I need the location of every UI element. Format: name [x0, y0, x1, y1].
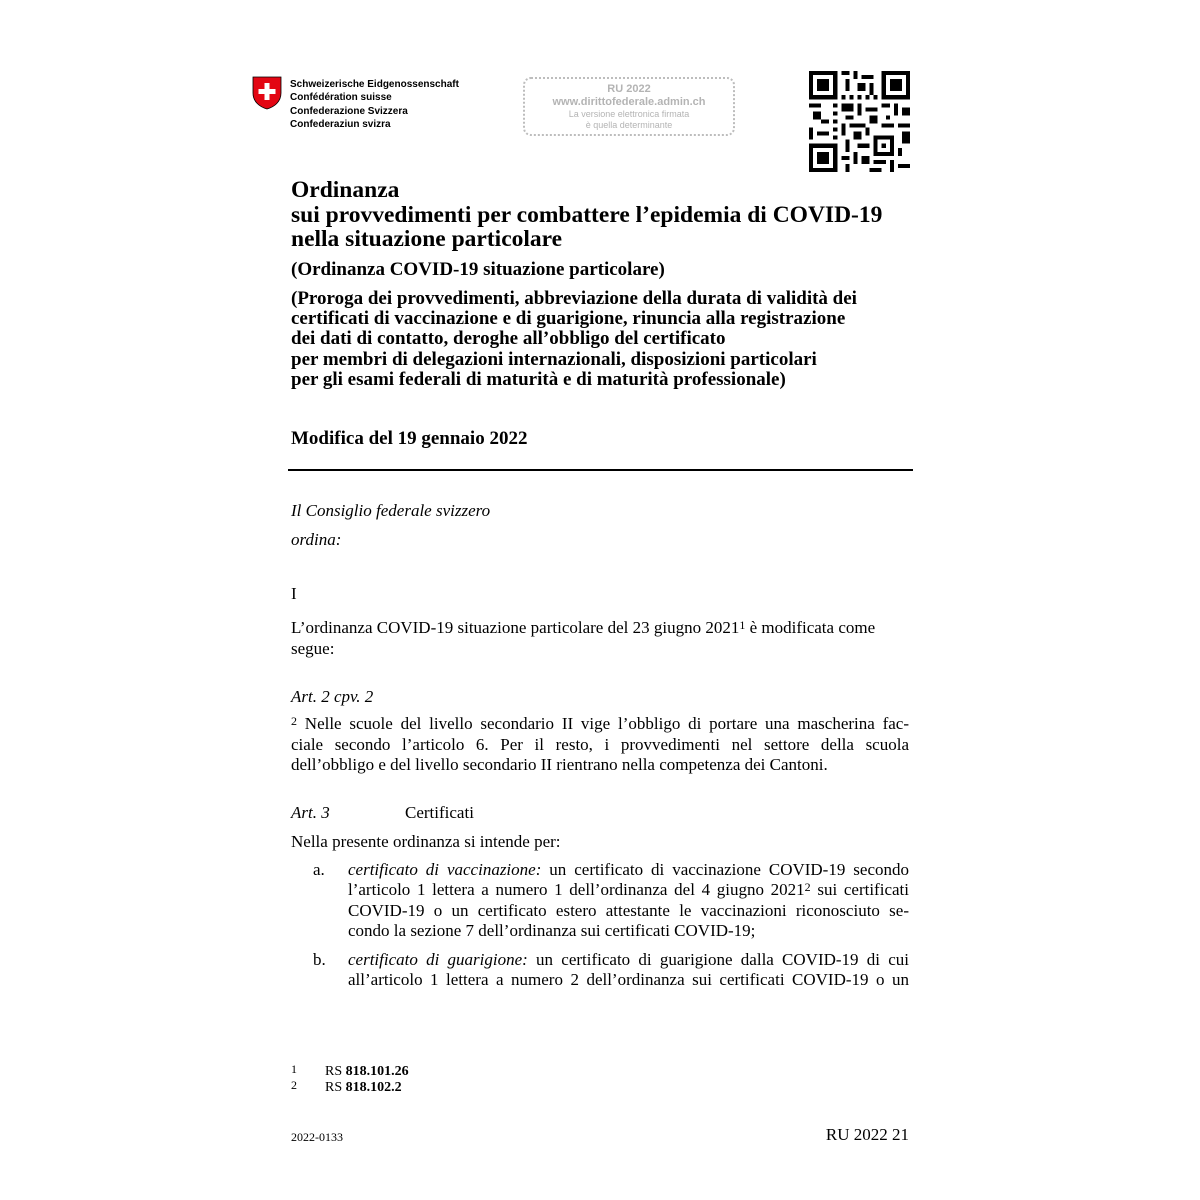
art2-heading: Art. 2 cpv. 2: [291, 687, 374, 706]
subtitle-line-1: (Proroga dei provvedimenti, abbreviazione della durata di validità dei: [291, 288, 857, 309]
swiss-crest-icon: [252, 76, 282, 110]
footnote-1-number: 1: [291, 1062, 297, 1076]
subtitle-line-4: per membri di delegazioni internazionali, disposizioni particolari: [291, 348, 817, 370]
art3-title: Certificati: [405, 803, 474, 822]
ordains-label: ordina:: [291, 530, 342, 549]
footnote-2-ref[interactable]: 818.102.2: [345, 1080, 402, 1095]
item-a-line-2: l’articolo 1 lettera a numero 1 dell’ordinanza del 4 giugno 2021: [348, 880, 805, 899]
federation-name-it: Confederazione Svizzera: [290, 105, 408, 117]
subtitle-line-5: per gli esami federali di maturità e di maturità professionale): [291, 368, 786, 390]
item-b-text: [348, 950, 909, 990]
art2-line-2: ciale secondo l’articolo 6. Per il resto, i provvedimenti nel settore della scuola: [291, 735, 909, 754]
page-reference: RU 2022 21: [825, 1125, 909, 1144]
footnote-ref-1[interactable]: 1: [739, 618, 746, 632]
stamp-line-3: La versione elettronica firmata: [568, 109, 690, 119]
item-b-line-1: un certificato di guarigione dalla COVID-19 di cui: [527, 950, 910, 969]
item-a-text: [348, 860, 909, 941]
amendment-subtitle: [291, 289, 857, 390]
item-a-line-1: un certificato di vaccinazione COVID-19 secondo: [541, 860, 909, 879]
footnote-1-ref[interactable]: 818.101.26: [345, 1064, 409, 1079]
short-title: (Ordinanza COVID-19 situazione particolare): [291, 259, 665, 280]
federation-name-de: Schweizerische Eidgenossenschaft: [290, 79, 459, 90]
footnote-ref-2[interactable]: 2: [804, 880, 811, 894]
item-b-term: certificato di guarigione:: [348, 950, 528, 969]
footnote-1: [325, 1064, 409, 1080]
footnote-2: [325, 1080, 402, 1096]
item-a-term: certificato di vaccinazione:: [348, 860, 542, 879]
item-a-line-2-post: sui certificati: [810, 880, 909, 899]
art3-intro: Nella presente ordinanza si intende per:: [291, 832, 561, 851]
item-a-label: a.: [313, 860, 325, 879]
intro-line-2: segue:: [291, 639, 335, 658]
art2-paragraph: [291, 714, 909, 775]
title-divider: [288, 469, 913, 471]
subtitle-line-3: dei dati di contatto, deroghe all’obbligo del certificato: [291, 328, 726, 350]
art2-line-1: Nelle scuole del livello secondario II vige l’obbligo di portare una mascherina fac-: [297, 714, 909, 733]
footnote-2-prefix: RS: [325, 1080, 346, 1095]
amendment-date: Modifica del 19 gennaio 2022: [291, 428, 528, 449]
item-a-line-3: COVID-19 o un certificato estero attestante le vaccinazioni riconosciuto se-: [348, 901, 909, 920]
title-line-1: Ordinanza: [291, 177, 400, 203]
title-line-2: sui provvedimenti per combattere l’epidemia di COVID-19: [291, 201, 883, 228]
intro-paragraph: [291, 618, 911, 659]
item-b-line-2: all’articolo 1 lettera a numero 2 dell’ordinanza sui certificati COVID-19 o un: [348, 970, 909, 989]
intro-tail: è modificata come: [745, 618, 876, 637]
paragraph-number: 2: [291, 714, 297, 728]
document-number: 2022-0133: [291, 1130, 343, 1144]
council-label: Il Consiglio federale svizzero: [291, 501, 491, 520]
item-a-line-4: condo la sezione 7 dell’ordinanza sui certificati COVID-19;: [348, 921, 756, 940]
electronic-version-stamp: [523, 77, 735, 136]
stamp-line-1: RU 2022: [607, 83, 651, 95]
qr-code-icon: [809, 71, 910, 172]
title-line-3: nella situazione particolare: [291, 226, 563, 252]
footnote-1-prefix: RS: [325, 1064, 346, 1079]
item-b-label: b.: [313, 950, 326, 969]
stamp-line-4: è quella determinante: [585, 120, 673, 130]
art3-heading: Art. 3: [291, 803, 330, 822]
intro-text: L’ordinanza COVID-19 situazione particolare del 23 giugno 2021: [291, 618, 740, 637]
stamp-line-2: www.dirittofederale.admin.ch: [552, 96, 706, 108]
section-number: I: [291, 584, 297, 603]
federation-name-rm: Confederaziun svizra: [290, 118, 391, 130]
subtitle-line-2: certificati di vaccinazione e di guarigione, rinuncia alla registrazione: [291, 308, 846, 330]
federation-names: [290, 78, 459, 131]
federation-name-fr: Confédération suisse: [290, 92, 392, 104]
document-title: [291, 178, 931, 252]
art2-line-3: dell’obbligo e del livello secondario II rientrano nella competenza dei Cantoni.: [291, 755, 828, 774]
footnote-2-number: 2: [291, 1078, 297, 1092]
